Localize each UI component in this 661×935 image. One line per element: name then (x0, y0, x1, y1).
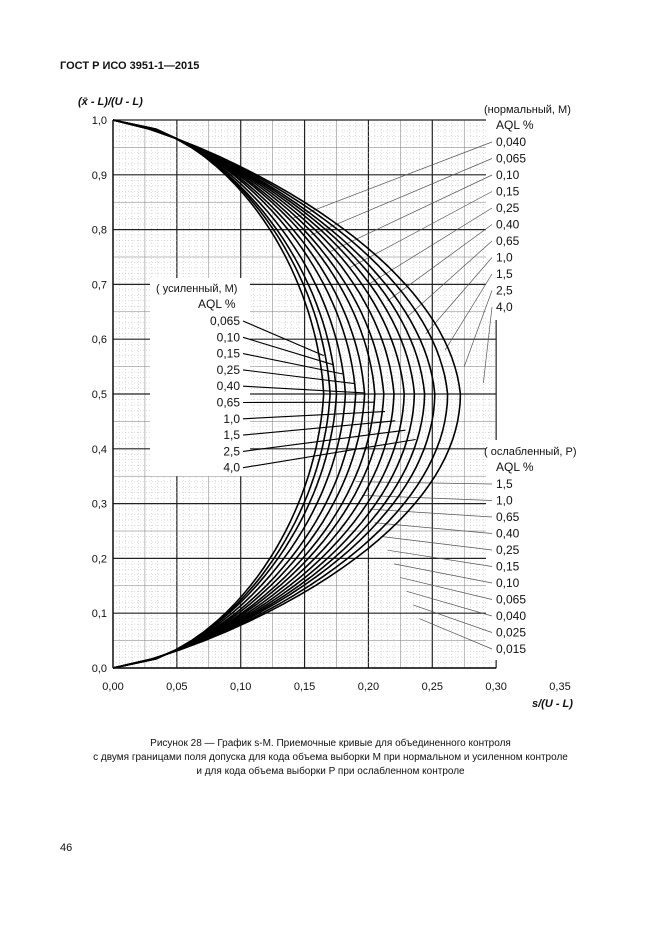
legend-tightened-label: 1,0 (223, 411, 240, 426)
legend-reduced-label: 0,15 (496, 559, 520, 574)
legend-reduced-label: 0,65 (496, 510, 520, 524)
legend-normal-label: 1,0 (496, 250, 513, 265)
legend-reduced-label: 0,040 (496, 609, 527, 623)
legend-leader-lines (243, 142, 492, 649)
legend-normal-subtitle: AQL % (496, 118, 534, 132)
figure-caption-line-3: и для кода объема выборки P при ослабленном контроле (196, 766, 465, 777)
legend-normal-label: 0,040 (496, 135, 527, 149)
legend-tightened-label: 0,065 (209, 314, 240, 328)
y-tick-label: 0,3 (91, 498, 107, 511)
legend-leader (400, 578, 492, 600)
legend-reduced-label: 0,015 (496, 642, 527, 656)
legend-tightened-label: 0,40 (216, 379, 240, 394)
y-axis-label: (x̄ - L)/(U - L) (78, 96, 143, 108)
x-tick-label: 0,10 (230, 681, 252, 693)
document-header: ГОСТ Р ИСО 3951-1—2015 (60, 60, 200, 72)
legend-tightened-label: 0,25 (216, 362, 240, 377)
y-tick-label: 1,0 (91, 115, 107, 127)
legend-tightened-label: 1,5 (223, 428, 240, 443)
legend-tightened-label: 2,5 (223, 444, 240, 459)
figure-caption-line-2: с двумя границами поля допуска для кода объема выборки M при нормальном и усиленном контроле (93, 752, 568, 763)
legend-reduced-label: 0,40 (496, 526, 520, 541)
x-tick-label: 0,00 (102, 681, 124, 693)
legend-leader (381, 536, 492, 550)
y-tick-label: 0,6 (91, 334, 107, 347)
x-tick-label: 0,30 (485, 681, 507, 693)
legend-normal-label: 1,5 (496, 267, 513, 281)
legend-leader (356, 482, 492, 484)
page-number: 46 (60, 842, 73, 854)
legend-reduced-label: 0,025 (496, 625, 527, 640)
x-tick-label: 0,05 (166, 681, 188, 693)
y-tick-label: 0,2 (91, 553, 107, 566)
legend-reduced-subtitle: AQL % (496, 460, 534, 474)
y-tick-label: 0,1 (91, 608, 107, 621)
y-tick-label: 0,5 (91, 389, 107, 401)
legend-normal-label: 0,40 (496, 217, 520, 232)
legend-reduced-label: 1,0 (496, 493, 513, 508)
legend-tightened-label: 0,10 (216, 330, 240, 345)
legend-normal-label: 4,0 (496, 300, 513, 314)
y-tick-label: 0,7 (91, 279, 107, 292)
legend-normal-label: 0,10 (496, 168, 520, 182)
legend-tightened-label: 0,65 (216, 395, 240, 410)
legend-leader (413, 605, 492, 633)
legend-reduced-title: ( ослабленный, P) (484, 446, 577, 458)
legend-normal-label: 0,65 (496, 234, 520, 248)
legend-tightened-subtitle: AQL % (198, 297, 236, 311)
legend-leader (243, 386, 365, 393)
y-tick-label: 0,4 (91, 443, 107, 456)
legend-normal-label: 2,5 (496, 283, 513, 298)
x-tick-label: 0,15 (293, 681, 316, 693)
legend-normal-title: (нормальный, M) (484, 104, 571, 116)
legend-reduced-label: 0,10 (496, 576, 520, 590)
legend-normal-label: 0,15 (496, 184, 520, 199)
legend-leader (464, 291, 492, 367)
legend-normal-label: 0,065 (496, 151, 527, 166)
y-tick-label: 0,8 (91, 224, 107, 237)
y-tick-label: 0,9 (91, 169, 107, 182)
legend-leader (394, 564, 492, 583)
figure-caption-line-1: Рисунок 28 — График s-M. Приемочные кривые для объединенного контроля (150, 738, 511, 749)
x-tick-label: 0,20 (357, 681, 380, 693)
x-tick-label: 0,35 (549, 681, 571, 693)
legend-labels (156, 104, 577, 656)
legend-normal-label: 0,25 (496, 201, 520, 215)
legend-leader (420, 619, 492, 649)
x-tick-label: 0,25 (421, 681, 443, 693)
legend-reduced-label: 0,25 (496, 543, 520, 557)
legend-tightened-title: ( усиленный, M) (156, 283, 238, 295)
legend-reduced-label: 0,065 (496, 592, 527, 607)
x-axis-label: s/(U - L) (532, 698, 573, 710)
y-tick-label: 0,0 (91, 663, 107, 675)
legend-tightened-label: 0,15 (216, 346, 240, 361)
legend-reduced-label: 1,5 (496, 477, 513, 491)
legend-tightened-label: 4,0 (223, 460, 240, 475)
